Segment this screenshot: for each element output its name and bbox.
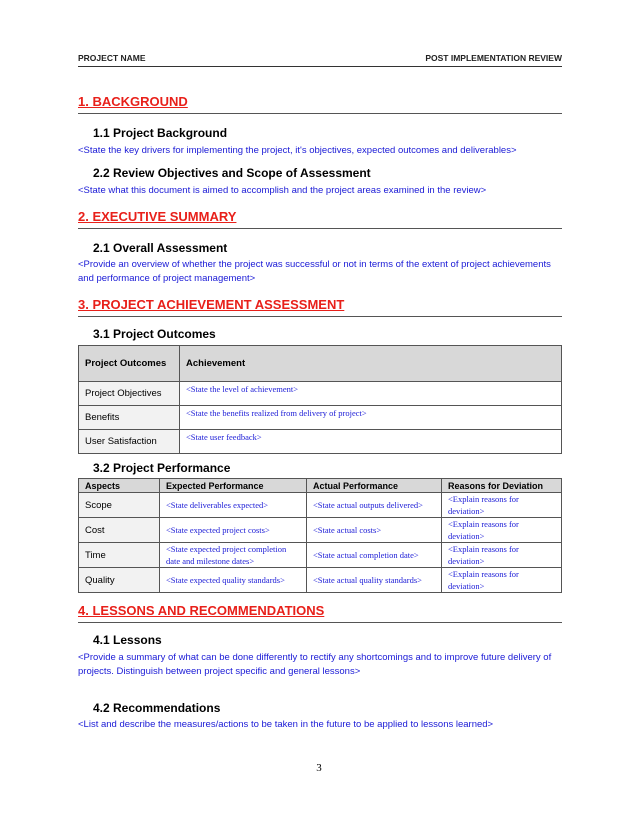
section-4-heading: 4. LESSONS AND RECOMMENDATIONS	[78, 603, 325, 618]
subsection-1-1-text: <State the key drivers for implementing the project, it's objectives, expected outcomes and deliverables>	[78, 145, 517, 156]
section-2-rule	[78, 228, 562, 229]
row-label: Scope	[79, 493, 160, 518]
column-header: Reasons for Deviation	[442, 479, 562, 493]
header-divider	[78, 66, 562, 67]
row-label: Quality	[79, 568, 160, 593]
section-4-rule	[78, 622, 562, 623]
actual-cell: <State actual completion date>	[307, 543, 442, 568]
subsection-2-2-text: <State what this document is aimed to accomplish and the project areas examined in the review>	[78, 185, 487, 196]
deviation-cell: <Explain reasons for deviation>	[442, 518, 562, 543]
row-value: <State the level of achievement>	[180, 382, 562, 406]
subsection-2-1-heading: 2.1 Overall Assessment	[93, 241, 228, 255]
section-3-rule	[78, 316, 562, 317]
column-header: Expected Performance	[160, 479, 307, 493]
row-label: Cost	[79, 518, 160, 543]
row-label: Benefits	[79, 406, 180, 430]
subsection-3-1-heading: 3.1 Project Outcomes	[93, 327, 216, 341]
table-row	[79, 518, 562, 543]
expected-cell: <State expected project costs>	[160, 518, 307, 543]
subsection-4-1-heading: 4.1 Lessons	[93, 633, 162, 647]
table-header-row	[79, 346, 562, 382]
subsection-4-1-text: <Provide a summary of what can be done differently to rectify any shortcomings and to improve future delivery of projects. Distinguish between project specific and general lessons>	[78, 652, 552, 677]
actual-cell: <State actual costs>	[307, 518, 442, 543]
subsection-2-2-heading: 2.2 Review Objectives and Scope of Assessment	[93, 166, 371, 180]
actual-cell: <State actual quality standards>	[307, 568, 442, 593]
subsection-2-1-text: <Provide an overview of whether the project was successful or not in terms of the extent of project achievements and performance of project management>	[78, 259, 551, 284]
row-value: <State the benefits realized from delivery of project>	[180, 406, 562, 430]
column-header: Aspects	[79, 479, 160, 493]
section-3-heading: 3. PROJECT ACHIEVEMENT ASSESSMENT	[78, 297, 345, 312]
section-2-heading: 2. EXECUTIVE SUMMARY	[78, 209, 237, 224]
column-header: Achievement	[180, 346, 562, 382]
actual-cell: <State actual outputs delivered>	[307, 493, 442, 518]
table-row	[79, 568, 562, 593]
table-row	[79, 406, 562, 430]
column-header: Actual Performance	[307, 479, 442, 493]
section-1-heading: 1. BACKGROUND	[78, 94, 188, 109]
expected-cell: <State expected project completion date and milestone dates>	[160, 543, 307, 568]
column-header: Project Outcomes	[79, 346, 180, 382]
expected-cell: <State deliverables expected>	[160, 493, 307, 518]
header-doc-title: POST IMPLEMENTATION REVIEW	[425, 53, 562, 63]
row-label: Time	[79, 543, 160, 568]
row-label: User Satisfaction	[79, 430, 180, 454]
subsection-4-2-heading: 4.2 Recommendations	[93, 701, 221, 715]
table-row	[79, 382, 562, 406]
header-project-name: PROJECT NAME	[78, 53, 146, 63]
subsection-1-1-heading: 1.1 Project Background	[93, 126, 228, 140]
section-1-rule	[78, 113, 562, 114]
table-header-row	[79, 479, 562, 493]
table-row	[79, 430, 562, 454]
deviation-cell: <Explain reasons for deviation>	[442, 568, 562, 593]
deviation-cell: <Explain reasons for deviation>	[442, 543, 562, 568]
project-performance-table	[78, 478, 562, 593]
table-row	[79, 493, 562, 518]
row-value: <State user feedback>	[180, 430, 562, 454]
subsection-4-2-text: <List and describe the measures/actions to be taken in the future to be applied to lessons learned>	[78, 719, 494, 730]
table-row	[79, 543, 562, 568]
subsection-3-2-heading: 3.2 Project Performance	[93, 461, 231, 475]
deviation-cell: <Explain reasons for deviation>	[442, 493, 562, 518]
page-number: 3	[316, 762, 322, 774]
row-label: Project Objectives	[79, 382, 180, 406]
expected-cell: <State expected quality standards>	[160, 568, 307, 593]
project-outcomes-table	[78, 345, 562, 454]
